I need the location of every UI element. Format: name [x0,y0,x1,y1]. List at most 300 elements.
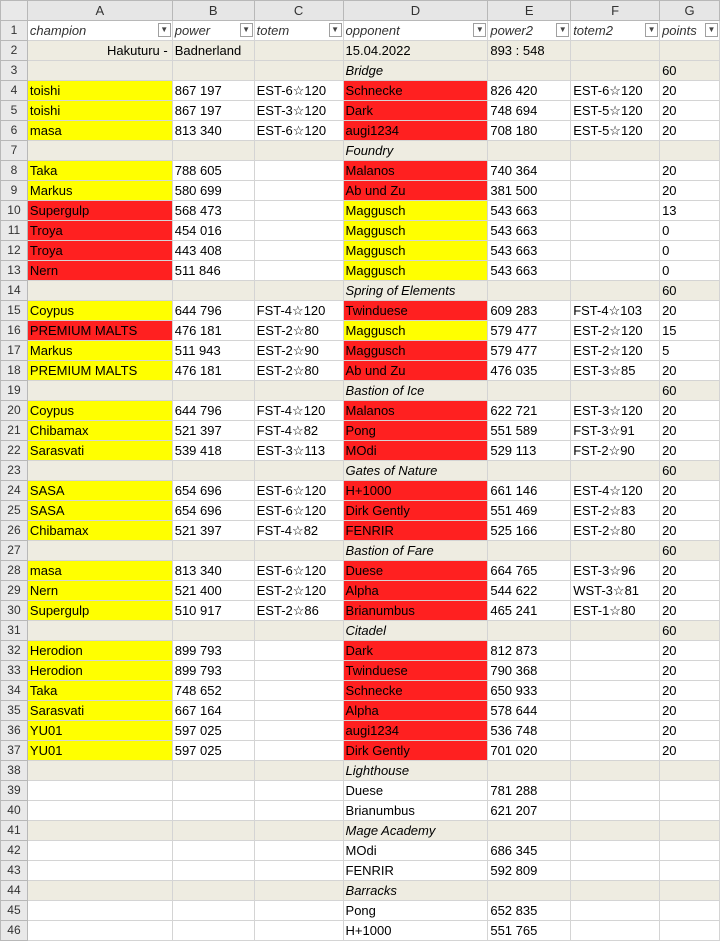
cell-points[interactable]: 20 [660,561,720,581]
cell-power2[interactable]: 650 933 [488,681,571,701]
cell-totem[interactable] [254,881,343,901]
cell-champion[interactable] [27,781,172,801]
cell-totem[interactable] [254,201,343,221]
row-number[interactable]: 11 [1,221,28,241]
cell-points[interactable] [660,141,720,161]
cell-points[interactable]: 20 [660,741,720,761]
cell-power2[interactable]: 579 477 [488,321,571,341]
cell-power2[interactable]: 622 721 [488,401,571,421]
cell-totem2[interactable] [571,881,660,901]
cell-power[interactable]: 867 197 [172,81,254,101]
row-number[interactable]: 35 [1,701,28,721]
cell-totem2[interactable]: FST-3☆91 [571,421,660,441]
cell-champion[interactable]: Hakuturu - [27,41,172,61]
cell-power2[interactable] [488,141,571,161]
cell-opponent[interactable]: Maggusch [343,321,488,341]
cell-power2[interactable]: 381 500 [488,181,571,201]
cell-totem2[interactable]: FST-2☆90 [571,441,660,461]
filter-dropdown-icon[interactable]: ▼ [556,23,569,37]
row-number[interactable]: 40 [1,801,28,821]
filter-dropdown-icon[interactable]: ▼ [329,23,342,37]
row-number[interactable]: 39 [1,781,28,801]
row-number[interactable]: 43 [1,861,28,881]
cell-champion[interactable] [27,541,172,561]
cell-totem[interactable] [254,701,343,721]
cell-totem2[interactable] [571,661,660,681]
cell-totem[interactable]: EST-6☆120 [254,121,343,141]
cell-totem[interactable]: EST-6☆120 [254,501,343,521]
cell-opponent[interactable]: Maggusch [343,261,488,281]
cell-power[interactable] [172,281,254,301]
column-header-d[interactable]: D [343,1,488,21]
cell-power[interactable]: 813 340 [172,561,254,581]
cell-totem[interactable] [254,261,343,281]
cell-power2[interactable]: 529 113 [488,441,571,461]
cell-totem[interactable] [254,861,343,881]
cell-totem[interactable] [254,161,343,181]
cell-opponent[interactable]: Ab und Zu [343,361,488,381]
cell-totem2[interactable]: EST-3☆96 [571,561,660,581]
cell-power2[interactable]: 664 765 [488,561,571,581]
cell-power2[interactable]: 543 663 [488,261,571,281]
cell-totem2[interactable]: EST-2☆80 [571,521,660,541]
cell-power2[interactable]: 536 748 [488,721,571,741]
row-number[interactable]: 37 [1,741,28,761]
cell-totem[interactable]: EST-2☆80 [254,361,343,381]
cell-champion[interactable]: YU01 [27,721,172,741]
cell-totem[interactable] [254,541,343,561]
cell-points[interactable]: 20 [660,441,720,461]
cell-points[interactable]: 20 [660,301,720,321]
row-number[interactable]: 5 [1,101,28,121]
cell-power2[interactable]: 781 288 [488,781,571,801]
cell-champion[interactable]: SASA [27,501,172,521]
cell-points[interactable]: 60 [660,541,720,561]
cell-power2[interactable]: 609 283 [488,301,571,321]
cell-champion[interactable]: Nern [27,581,172,601]
cell-totem2[interactable]: EST-2☆120 [571,341,660,361]
filter-dropdown-icon[interactable]: ▼ [473,23,486,37]
cell-champion[interactable] [27,61,172,81]
header-cell-points[interactable] [660,21,720,41]
cell-totem2[interactable]: EST-3☆85 [571,361,660,381]
row-number[interactable]: 14 [1,281,28,301]
cell-power[interactable]: 476 181 [172,361,254,381]
row-number[interactable]: 18 [1,361,28,381]
row-number[interactable]: 2 [1,41,28,61]
row-number[interactable]: 7 [1,141,28,161]
cell-champion[interactable] [27,621,172,641]
cell-totem2[interactable] [571,741,660,761]
header-cell-power2[interactable] [488,21,571,41]
cell-totem2[interactable] [571,701,660,721]
row-number[interactable]: 45 [1,901,28,921]
cell-opponent[interactable]: Pong [343,421,488,441]
cell-opponent[interactable]: Maggusch [343,201,488,221]
cell-points[interactable]: 20 [660,501,720,521]
cell-totem2[interactable]: EST-5☆120 [571,121,660,141]
cell-champion[interactable]: PREMIUM MALTS [27,321,172,341]
cell-points[interactable]: 20 [660,681,720,701]
cell-totem[interactable]: EST-2☆80 [254,321,343,341]
column-header-g[interactable]: G [660,1,720,21]
cell-opponent[interactable]: Maggusch [343,341,488,361]
row-number[interactable]: 21 [1,421,28,441]
cell-totem[interactable] [254,281,343,301]
cell-opponent[interactable]: augi1234 [343,121,488,141]
cell-points[interactable]: 13 [660,201,720,221]
cell-opponent[interactable]: Maggusch [343,241,488,261]
row-number[interactable]: 42 [1,841,28,861]
cell-opponent[interactable]: MOdi [343,841,488,861]
cell-totem2[interactable] [571,861,660,881]
cell-power[interactable] [172,761,254,781]
cell-power2[interactable]: 740 364 [488,161,571,181]
cell-power2[interactable]: 579 477 [488,341,571,361]
cell-champion[interactable]: Sarasvati [27,701,172,721]
cell-points[interactable] [660,861,720,881]
cell-champion[interactable]: SASA [27,481,172,501]
cell-power2[interactable]: 543 663 [488,241,571,261]
column-header-c[interactable]: C [254,1,343,21]
row-number[interactable]: 9 [1,181,28,201]
cell-opponent[interactable]: Brianumbus [343,601,488,621]
cell-opponent[interactable]: Mage Academy [343,821,488,841]
cell-opponent[interactable]: Bastion of Fare [343,541,488,561]
cell-power[interactable] [172,901,254,921]
cell-power2[interactable]: 812 873 [488,641,571,661]
cell-power[interactable]: 654 696 [172,501,254,521]
cell-totem2[interactable]: WST-3☆81 [571,581,660,601]
row-number[interactable]: 1 [1,21,28,41]
cell-totem2[interactable]: EST-2☆120 [571,321,660,341]
cell-points[interactable]: 20 [660,581,720,601]
row-number[interactable]: 41 [1,821,28,841]
cell-power2[interactable]: 701 020 [488,741,571,761]
cell-opponent[interactable]: 15.04.2022 [343,41,488,61]
cell-totem[interactable] [254,901,343,921]
cell-totem2[interactable] [571,681,660,701]
cell-power[interactable]: 568 473 [172,201,254,221]
cell-power[interactable]: Badnerland [172,41,254,61]
row-number[interactable]: 23 [1,461,28,481]
row-number[interactable]: 20 [1,401,28,421]
cell-champion[interactable]: toishi [27,101,172,121]
cell-power[interactable] [172,141,254,161]
cell-points[interactable]: 20 [660,401,720,421]
cell-power2[interactable] [488,281,571,301]
cell-opponent[interactable]: Malanos [343,401,488,421]
cell-points[interactable]: 20 [660,521,720,541]
cell-totem[interactable] [254,641,343,661]
cell-points[interactable]: 60 [660,381,720,401]
row-number[interactable]: 10 [1,201,28,221]
row-number[interactable]: 26 [1,521,28,541]
cell-power2[interactable] [488,61,571,81]
cell-power[interactable] [172,861,254,881]
cell-power[interactable] [172,801,254,821]
cell-champion[interactable] [27,801,172,821]
filter-dropdown-icon[interactable]: ▼ [240,23,253,37]
cell-power2[interactable] [488,461,571,481]
cell-totem[interactable]: FST-4☆82 [254,421,343,441]
cell-opponent[interactable]: Maggusch [343,221,488,241]
cell-power[interactable] [172,841,254,861]
row-number[interactable]: 16 [1,321,28,341]
cell-power2[interactable] [488,821,571,841]
header-cell-totem[interactable] [254,21,343,41]
cell-champion[interactable] [27,821,172,841]
filter-dropdown-icon[interactable]: ▼ [645,23,658,37]
cell-opponent[interactable]: Schnecke [343,81,488,101]
cell-opponent[interactable]: Twinduese [343,661,488,681]
cell-totem2[interactable]: EST-1☆80 [571,601,660,621]
cell-power[interactable]: 521 397 [172,421,254,441]
cell-points[interactable]: 20 [660,661,720,681]
cell-champion[interactable]: Markus [27,341,172,361]
cell-champion[interactable]: Markus [27,181,172,201]
filter-dropdown-icon[interactable]: ▼ [705,23,718,37]
cell-champion[interactable]: Coypus [27,401,172,421]
cell-power[interactable]: 899 793 [172,641,254,661]
row-number[interactable]: 36 [1,721,28,741]
cell-totem[interactable]: FST-4☆82 [254,521,343,541]
cell-opponent[interactable]: Ab und Zu [343,181,488,201]
cell-power2[interactable]: 621 207 [488,801,571,821]
row-number[interactable]: 13 [1,261,28,281]
cell-champion[interactable]: Nern [27,261,172,281]
cell-totem2[interactable] [571,381,660,401]
cell-points[interactable]: 60 [660,621,720,641]
row-number[interactable]: 29 [1,581,28,601]
cell-power2[interactable]: 543 663 [488,201,571,221]
cell-power2[interactable]: 525 166 [488,521,571,541]
cell-champion[interactable]: Taka [27,681,172,701]
cell-power[interactable]: 510 917 [172,601,254,621]
cell-champion[interactable]: toishi [27,81,172,101]
cell-power2[interactable]: 708 180 [488,121,571,141]
cell-points[interactable]: 60 [660,61,720,81]
cell-totem[interactable]: EST-6☆120 [254,481,343,501]
cell-power[interactable]: 597 025 [172,721,254,741]
cell-champion[interactable] [27,861,172,881]
cell-champion[interactable] [27,881,172,901]
cell-opponent[interactable]: Malanos [343,161,488,181]
cell-power[interactable]: 521 400 [172,581,254,601]
cell-totem[interactable]: EST-6☆120 [254,81,343,101]
cell-opponent[interactable]: Dirk Gently [343,741,488,761]
cell-power2[interactable]: 578 644 [488,701,571,721]
cell-totem2[interactable] [571,461,660,481]
filter-dropdown-icon[interactable]: ▼ [158,23,171,37]
cell-opponent[interactable]: Gates of Nature [343,461,488,481]
cell-totem[interactable] [254,381,343,401]
cell-opponent[interactable]: MOdi [343,441,488,461]
cell-totem[interactable] [254,241,343,261]
cell-totem[interactable]: FST-4☆120 [254,301,343,321]
cell-power[interactable]: 597 025 [172,741,254,761]
cell-power2[interactable] [488,761,571,781]
cell-power2[interactable]: 790 368 [488,661,571,681]
cell-totem2[interactable]: FST-4☆103 [571,301,660,321]
cell-totem[interactable]: EST-2☆120 [254,581,343,601]
cell-opponent[interactable]: augi1234 [343,721,488,741]
cell-points[interactable]: 60 [660,281,720,301]
cell-power[interactable]: 788 605 [172,161,254,181]
row-number[interactable]: 33 [1,661,28,681]
cell-champion[interactable]: YU01 [27,741,172,761]
column-header-a[interactable]: A [27,1,172,21]
row-number[interactable]: 44 [1,881,28,901]
cell-totem[interactable]: FST-4☆120 [254,401,343,421]
cell-totem2[interactable]: EST-3☆120 [571,401,660,421]
cell-totem[interactable] [254,461,343,481]
cell-power2[interactable]: 686 345 [488,841,571,861]
cell-power[interactable]: 654 696 [172,481,254,501]
cell-totem2[interactable] [571,41,660,61]
cell-champion[interactable] [27,281,172,301]
cell-champion[interactable]: Herodion [27,661,172,681]
cell-totem[interactable] [254,41,343,61]
cell-points[interactable]: 20 [660,421,720,441]
row-number[interactable]: 27 [1,541,28,561]
cell-opponent[interactable]: Citadel [343,621,488,641]
row-number[interactable]: 34 [1,681,28,701]
cell-opponent[interactable]: Bridge [343,61,488,81]
cell-power2[interactable] [488,381,571,401]
cell-power[interactable] [172,541,254,561]
cell-points[interactable]: 20 [660,641,720,661]
cell-totem[interactable]: EST-6☆120 [254,561,343,581]
cell-power[interactable]: 867 197 [172,101,254,121]
cell-power[interactable]: 454 016 [172,221,254,241]
cell-power2[interactable] [488,881,571,901]
cell-points[interactable]: 60 [660,461,720,481]
cell-opponent[interactable]: H+1000 [343,481,488,501]
cell-points[interactable] [660,921,720,941]
cell-opponent[interactable]: FENRIR [343,861,488,881]
cell-points[interactable] [660,761,720,781]
column-header-e[interactable]: E [488,1,571,21]
cell-points[interactable]: 20 [660,101,720,121]
cell-points[interactable] [660,41,720,61]
cell-totem[interactable] [254,181,343,201]
cell-points[interactable] [660,781,720,801]
cell-power[interactable]: 580 699 [172,181,254,201]
cell-opponent[interactable]: Alpha [343,701,488,721]
cell-totem2[interactable] [571,181,660,201]
cell-power[interactable]: 443 408 [172,241,254,261]
cell-champion[interactable] [27,761,172,781]
row-number[interactable]: 46 [1,921,28,941]
cell-power2[interactable]: 748 694 [488,101,571,121]
cell-points[interactable]: 20 [660,161,720,181]
cell-champion[interactable] [27,841,172,861]
cell-opponent[interactable]: Duese [343,561,488,581]
cell-totem2[interactable] [571,821,660,841]
cell-totem2[interactable] [571,641,660,661]
cell-totem[interactable] [254,921,343,941]
cell-points[interactable] [660,801,720,821]
cell-totem2[interactable] [571,261,660,281]
cell-totem[interactable] [254,141,343,161]
cell-totem2[interactable] [571,781,660,801]
cell-points[interactable]: 20 [660,481,720,501]
select-all-corner[interactable] [1,1,28,21]
cell-opponent[interactable]: Schnecke [343,681,488,701]
cell-power[interactable]: 667 164 [172,701,254,721]
cell-power2[interactable]: 551 469 [488,501,571,521]
cell-power[interactable]: 644 796 [172,301,254,321]
cell-champion[interactable]: Taka [27,161,172,181]
cell-totem[interactable]: EST-3☆120 [254,101,343,121]
cell-totem2[interactable] [571,761,660,781]
cell-points[interactable]: 0 [660,261,720,281]
cell-totem[interactable] [254,761,343,781]
row-number[interactable]: 31 [1,621,28,641]
cell-power2[interactable] [488,541,571,561]
cell-points[interactable]: 20 [660,601,720,621]
row-number[interactable]: 32 [1,641,28,661]
cell-power2[interactable]: 551 589 [488,421,571,441]
cell-totem[interactable]: EST-3☆113 [254,441,343,461]
cell-power2[interactable]: 465 241 [488,601,571,621]
cell-opponent[interactable]: Bastion of Ice [343,381,488,401]
cell-power2[interactable]: 592 809 [488,861,571,881]
cell-champion[interactable]: masa [27,561,172,581]
cell-totem2[interactable]: EST-4☆120 [571,481,660,501]
cell-champion[interactable] [27,921,172,941]
row-number[interactable]: 4 [1,81,28,101]
cell-opponent[interactable]: Lighthouse [343,761,488,781]
cell-champion[interactable]: Coypus [27,301,172,321]
cell-totem[interactable] [254,621,343,641]
cell-power2[interactable]: 652 835 [488,901,571,921]
cell-power[interactable]: 521 397 [172,521,254,541]
cell-champion[interactable]: PREMIUM MALTS [27,361,172,381]
cell-power[interactable]: 899 793 [172,661,254,681]
cell-totem2[interactable] [571,921,660,941]
cell-champion[interactable]: Chibamax [27,421,172,441]
cell-opponent[interactable]: Dark [343,641,488,661]
cell-totem[interactable] [254,741,343,761]
row-number[interactable]: 3 [1,61,28,81]
cell-totem2[interactable] [571,281,660,301]
cell-power[interactable] [172,921,254,941]
cell-points[interactable]: 20 [660,181,720,201]
cell-totem[interactable] [254,661,343,681]
cell-totem2[interactable] [571,161,660,181]
cell-power2[interactable] [488,621,571,641]
cell-champion[interactable]: Supergulp [27,601,172,621]
cell-champion[interactable] [27,901,172,921]
cell-power2[interactable]: 826 420 [488,81,571,101]
row-number[interactable]: 25 [1,501,28,521]
cell-points[interactable]: 15 [660,321,720,341]
row-number[interactable]: 22 [1,441,28,461]
cell-totem2[interactable] [571,901,660,921]
cell-champion[interactable]: Troya [27,221,172,241]
row-number[interactable]: 6 [1,121,28,141]
cell-totem2[interactable] [571,841,660,861]
row-number[interactable]: 17 [1,341,28,361]
cell-points[interactable]: 20 [660,701,720,721]
cell-totem2[interactable] [571,201,660,221]
cell-points[interactable]: 0 [660,221,720,241]
cell-totem[interactable] [254,801,343,821]
header-cell-champion[interactable] [27,21,172,41]
cell-totem2[interactable] [571,241,660,261]
